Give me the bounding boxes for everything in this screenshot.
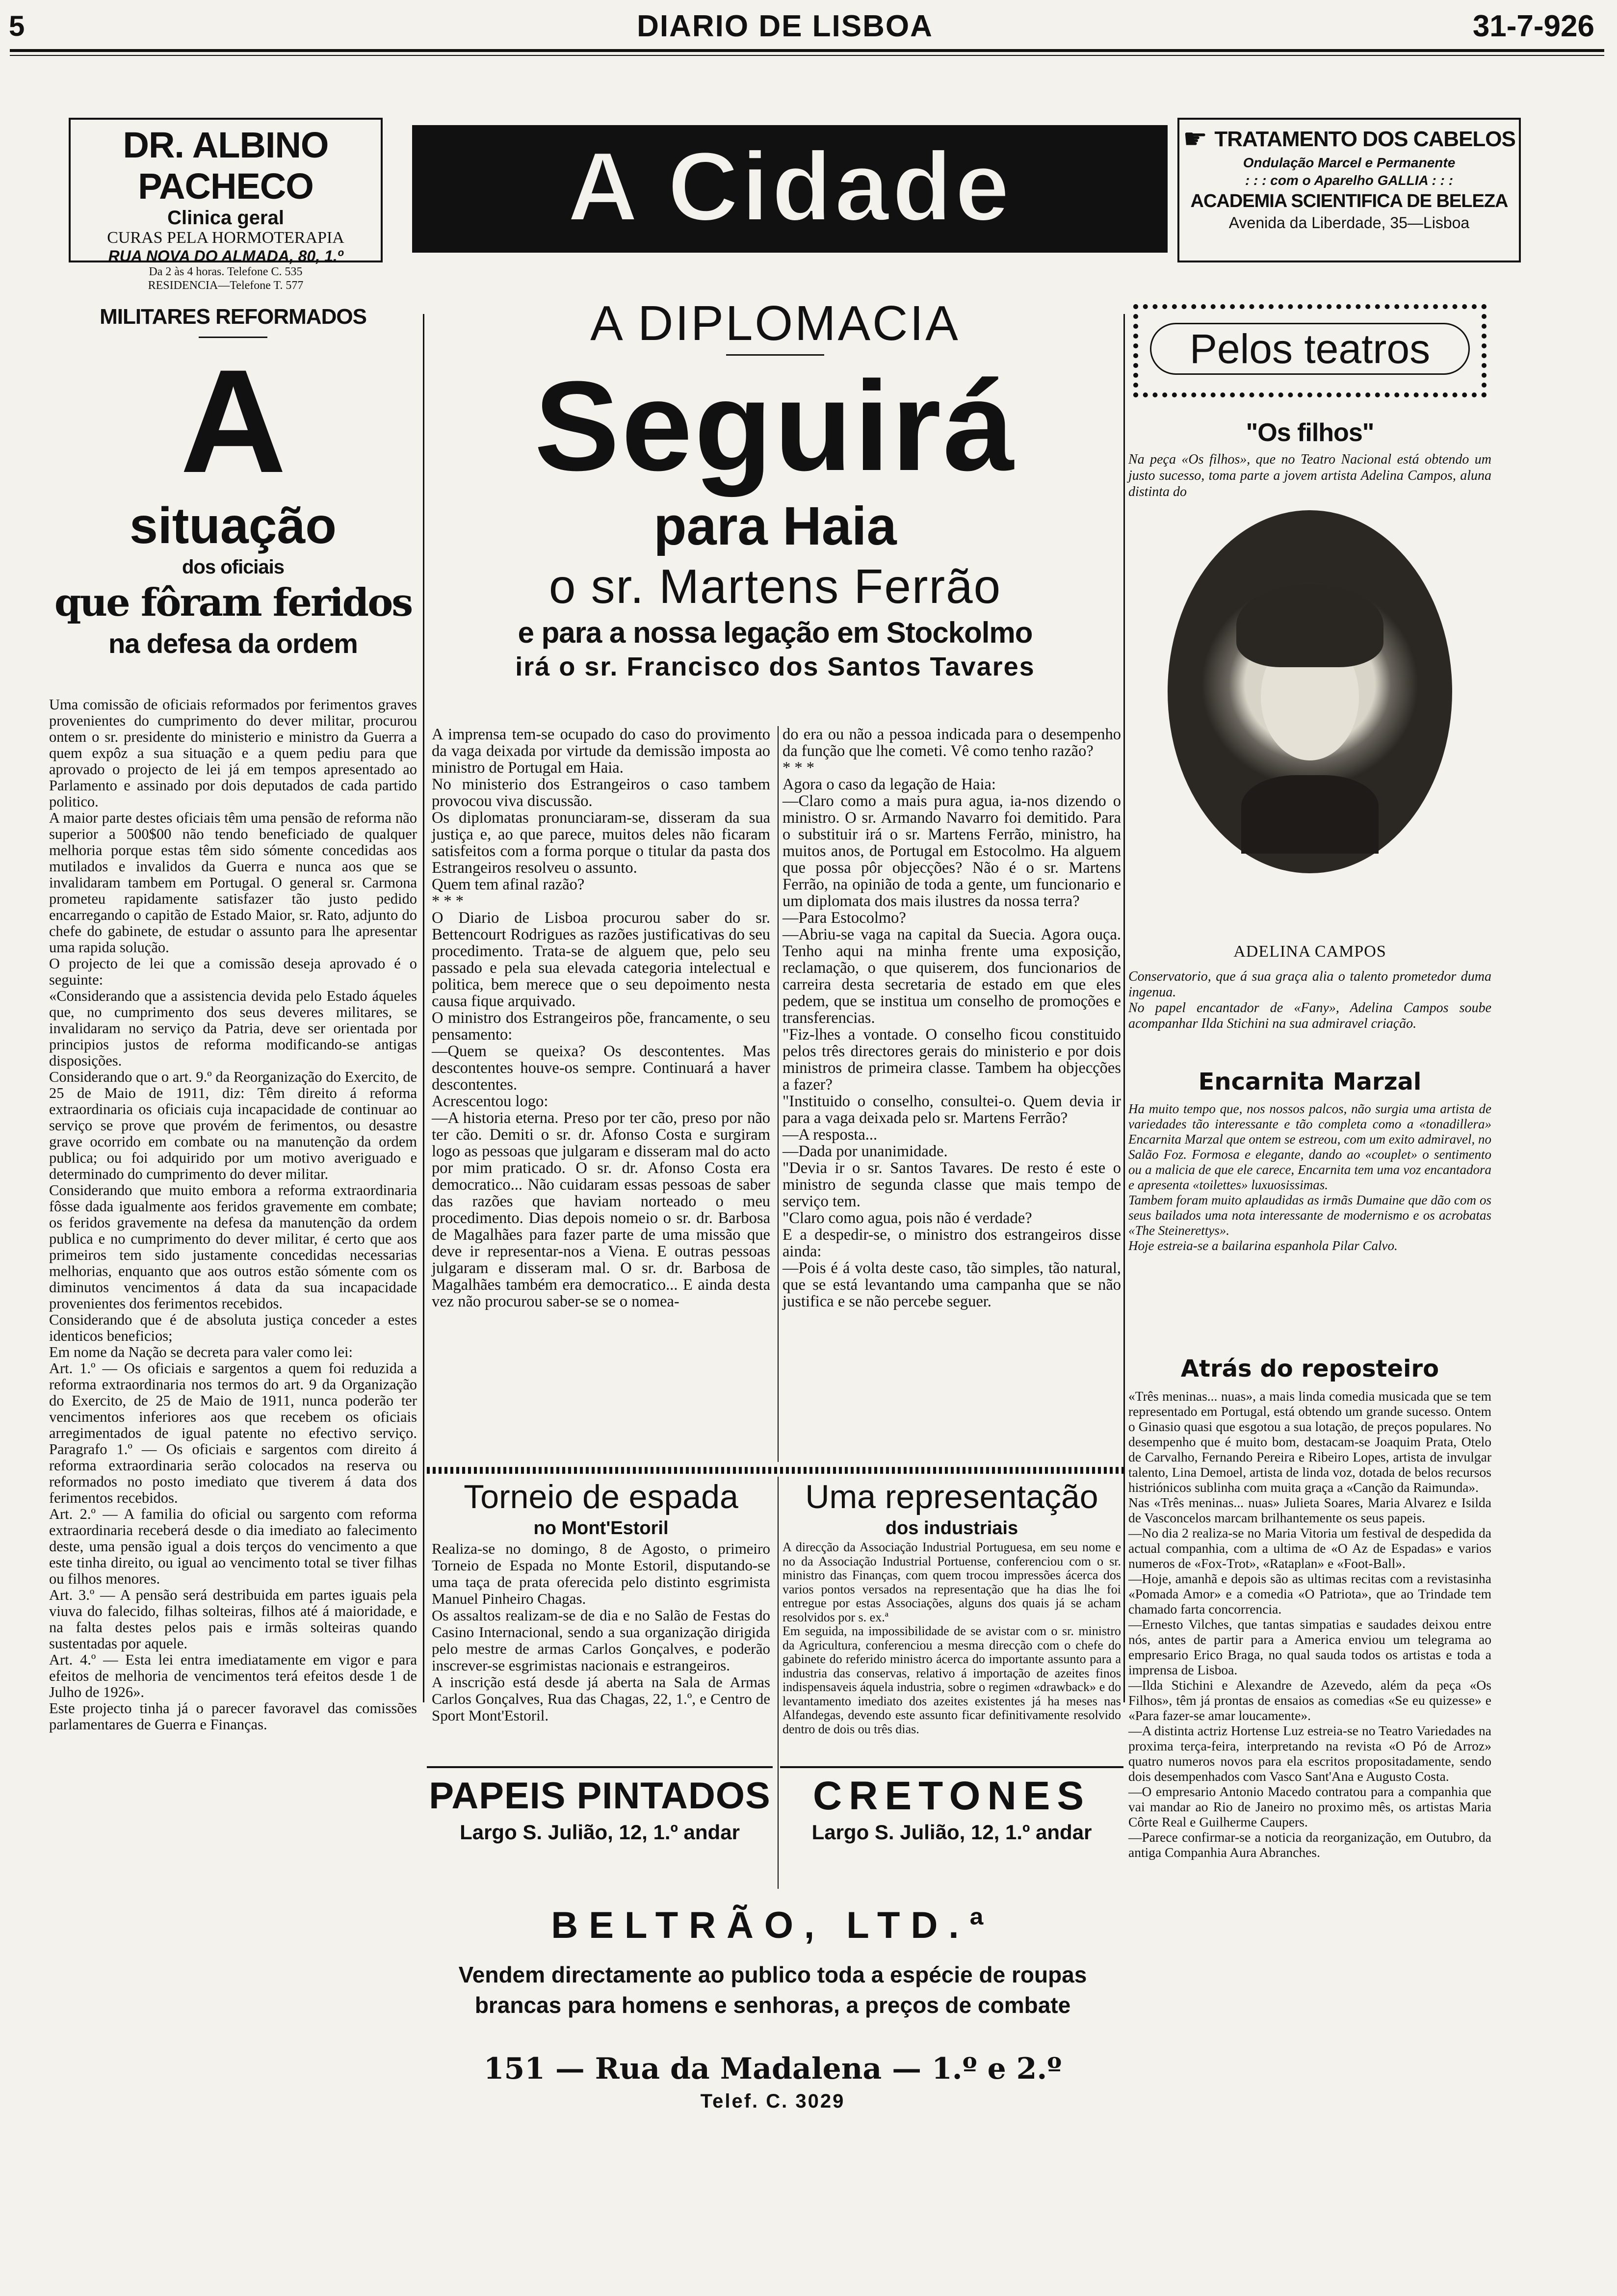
right-headline-1: "Os filhos" <box>1246 418 1374 447</box>
ad-beltrao-address: 151 — Rua da Madalena — 1.º e 2.º <box>483 2052 1062 2086</box>
ad-line: Avenida da Liberdade, 35—Lisboa <box>1228 214 1470 232</box>
ad-doctor-name: DR. ALBINO PACHECO <box>123 125 329 207</box>
right-body-3: «Três meninas... nuas», a mais linda comedia musicada que se tem representado em Portugal, está obtendo um grande sucesso. Ontem o Ginasio quasi que esgotou a sua lotação, de preços populares. No desempenho que é muito bom, destacam-se Joaquim Prata, Otelo de Carvalho, Fernando Pereira e Ribeiro Lopes, artista de invulgar talento, Lina Demoel, artista de linda voz, dotada de belos recursos histriónicos sublinha com muita graça a «Canção da Raimunda». Nas «Três meninas... nuas» Julieta Soares, Maria Alvarez e Isilda de Vasconcelos marcam brilhantemente os seus papeis. —No dia 2 realiza-se no Maria Vitoria um festival de despedida da actual companhia, com a ultima de «O Az de Espadas» e varios numeros de «Fox-Trot», «Rataplan» e «Foot-Ball». —Hoje, amanhã e depois são as ultimas recitas com a revistasinha «Pomada Amor» e a comedia «O Patriota», que ao Trindade tem chamado farta concorrencia. —Ernesto Vilches, que tantas simpatias e saudades deixou entre nós, antes de partir para a America enviou um telegrama ao empresario Erico Braga, no qual sauda todos os artistas e toda a imprensa de Lisboa. —Ilda Stichini e Alexandre de Azevedo, além da peça «Os Filhos», têm já prontas de ensaios as comedias «Se eu quizesse» e «Para fazer-se amar loucamente». —A distinta actriz Hortense Luz estreia-se no Teatro Variedades na proxima terça-feira, interpretando na revista «O Pó de Arroz» quatro numeros novos para ela escritos propositadamente, sendo dois desempenhados com Vasco Sant'Ana e Augusto Costa. —O empresario Antonio Macedo contratou para a companhia que vai mandar ao Rio de Janeiro no proximo mês, os artistas Maria Côrte Real e Guilherme Caupers. —Parece confirmar-se a noticia da reorganização, em Outubro, da antiga Companhia Aura Abranches. <box>1128 1388 1491 1860</box>
ad-line: CURAS PELA HORMOTERAPIA <box>107 229 344 247</box>
representacao-title: Uma representação <box>805 1478 1098 1515</box>
center-headline-3: o sr. Martens Ferrão <box>548 559 1002 613</box>
representacao-article <box>782 1477 1121 1539</box>
portrait-hair <box>1236 584 1383 667</box>
dotted-divider <box>427 1467 1123 1474</box>
ad-beltrao-title: BELTRÃO, LTD.ª <box>551 1905 994 1946</box>
ad-line: ACADEMIA SCIENTIFICA DE BELEZA <box>1190 191 1508 211</box>
a-cidade-text: A Cidade <box>567 132 1013 241</box>
left-article <box>49 304 417 661</box>
ad-line: Clinica geral <box>167 207 284 229</box>
torneio-article <box>432 1477 770 1539</box>
torneio-title: Torneio de espada <box>464 1478 738 1515</box>
page-number: 5 <box>9 10 25 42</box>
ad-albino-pacheco <box>69 118 383 292</box>
a-cidade-title <box>412 125 1168 253</box>
left-headline-4: na defesa da ordem <box>108 628 358 659</box>
representacao-subtitle: dos industriais <box>885 1518 1018 1539</box>
ad-line: : : : com o Aparelho GALLIA : : : <box>1245 173 1454 188</box>
column-rule <box>1123 314 1125 1702</box>
header-rule-thin <box>10 55 1604 56</box>
left-headline-3: que fôram feridos <box>54 580 412 625</box>
ad-papeis-address: Largo S. Julião, 12, 1.º andar <box>460 1821 740 1844</box>
left-headline-1: situação <box>130 497 337 554</box>
ad-tratamento-cabelos <box>1177 118 1521 262</box>
ad-beltrao-line2: brancas para homens e senhoras, a preços de combate <box>474 1992 1071 2018</box>
pelos-teatros-banner <box>1133 304 1487 397</box>
ad-line: RESIDENCIA—Telefone T. 577 <box>148 279 304 292</box>
left-headline-2: dos oficiais <box>182 556 285 578</box>
center-body-col1: A imprensa tem-se ocupado do caso do provimento da vaga deixada por virtude da demissão imposta ao ministro de Portugal em Haia. No ministerio dos Estrangeiros o caso tambem provocou viva discussão. Os diplomatas pronunciaram-se, disseram da sua justiça e, ao que parece, muitos deles não ficaram satisfeitos com a forma porque o titular da pasta dos Estrangeiros resolveu o assunto. Quem tem afinal razão? * * * O Diario de Lisboa procurou saber do sr. Bettencourt Rodrigues as razões justificativas do seu procedimento. Trata-se de alguem que, pelo seu passado e pela sua elevada categoria intelectual e politica, bem merece que o seu depoimento nesta causa fique arquivado. O ministro dos Estrangeiros põe, francamente, o seu pensamento: —Quem se queixa? Os descontentes. Mas descontentes houve-os sempre. Continuará a haver descontentes. Acrescentou logo: —A historia eterna. Preso por ter cão, preso por não ter cão. Demiti o sr. dr. Afonso Costa e surgiram logo as pessoas que julgaram e disseram mal do acto por mim praticado. O sr. dr. Afonso Costa era democratico... Não cuidaram essas pessoas de saber das razões que haviam norteado o meu procedimento. Dias depois nomeio o sr. dr. Barbosa de Magalhães para fazer parte de uma missão que deve ir representar-nos a Viena. E outras pessoas julgaram e disseram mal. O sr. dr. Barbosa de Magalhães também era democratico... E ainda desta vez não procurou saber-se se o nomea- <box>432 726 770 1310</box>
right-headline-3: Atrás do reposteiro <box>1180 1355 1439 1383</box>
representacao-body: A direcção da Associação Industrial Portuguesa, em seu nome e no da Associação Industrial Portuense, conferenciou com o sr. ministro das Finanças, com quem trocou impressões ácerca dos varios pontos versados na representação que ha dias lhe foi entregue por estas Associações, alguns dos quais já se acham resolvidos por s. ex.ª Em seguida, na impossibilidade de se avistar com o sr. ministro da Agricultura, conferenciou a mesma direcção com o chefe do gabinete do referido ministro ácerca do importante assunto para a industria das conservas, relativo á importação de azeites finos indispensaveis áquela industria, sobre o regimen «drawback» e do levantamento imediato dos azeites existentes já ha meses nas Alfandegas, devendo este assunto ficar definitivamente resolvido dentro de dois ou três dias. <box>782 1540 1121 1736</box>
column-rule <box>423 314 424 1702</box>
ad-beltrao-line1: Vendem directamente ao publico toda a espécie de roupas <box>458 1962 1087 1987</box>
center-headline-1: Seguirá <box>534 355 1016 497</box>
torneio-subtitle: no Mont'Estoril <box>533 1518 669 1539</box>
center-article-head <box>432 294 1119 682</box>
center-headline-5: irá o sr. Francisco dos Santos Tavares <box>515 652 1035 681</box>
issue-date: 31-7-926 <box>1472 9 1594 43</box>
big-letter-a: A <box>180 339 286 503</box>
center-body-col2: do era ou não a pessoa indicada para o desempenho da função que lhe cometi. Vê como tenho razão? * * * Agora o caso da legação de Haia: —Claro como a mais pura agua, ia-nos dizendo o ministro. O sr. Armando Navarro foi demitido. Para o substituir irá o sr. Martens Ferrão, ministro, ha muitos anos, de Portugal em Estocolmo. Ha alguem que possa pôr objecções? Não é o sr. Martens Ferrão, na opinião de toda a gente, um funcionario e um diplomata dos mais ilustres da nossa terra? —Para Estocolmo? —Abriu-se vaga na capital da Suecia. Agora ouça. Tenho aqui na minha frente uma exposição, reclamação, o que quiserem, dos funcionarios de carreira desta secretaria de estado em que eles pedem, que se institua um conselho de promoções e transferencias. "Fiz-lhes a vontade. O conselho ficou constituido pelos três directores gerais do ministerio e por dois ministros de primeira classe. Tambem ha objecções a fazer? "Instituido o conselho, consultei-o. Quem devia ir para a vaga deixada pelo sr. Martens Ferrão? —A resposta... —Dada por unanimidade. "Devia ir o sr. Santos Tavares. De resto é este o ministro de segunda classe que mais tempo de serviço tem. "Claro como agua, pois não é verdade? E a despedir-se, o ministro dos estrangeiros disse ainda: —Pois é á volta deste caso, tão simples, tão natural, que se está levantando uma campanha que se não justifica e se não percebe seguer. <box>782 726 1121 1310</box>
newspaper-name: DIARIO DE LISBOA <box>637 9 933 43</box>
column-rule <box>778 726 779 1462</box>
left-article-body: Uma comissão de oficiais reformados por ferimentos graves provenientes do cumprimento do dever militar, procurou ontem o sr. presidente do ministerio e ministro da Guerra a quem expôz a sua situação e a quem pediu para que aprovado o projecto de lei já em tempos apresentado ao Parlamento e assinado por dois deputados de cada partido politico. A maior parte destes oficiais têm uma pensão de reforma não superior a 500$00 não tendo beneficiado de qualquer melhoria porque estas têm sido sómente concedidas aos mutilados e invalidos da Guerra e nunca aos que se invalidaram tambem em Portugal. O general sr. Carmona prometeu rapidamente satisfazer tão justo pedido encarregando o capitão de Estado Maior, sr. Rato, adjunto do chefe do gabinete, de estudar o assunto para lhe apresentar uma rapida solução. O projecto de lei que a comissão deseja aprovado é o seguinte: «Considerando que a assistencia devida pelo Estado áqueles que, no cumprimento dos seus deveres militares, se invalidaram no serviço da Patria, deve ser orientada por principios justos de reforma modificando-se antigas disposições. Considerando que o art. 9.º da Reorganização do Exercito, de 25 de Maio de 1911, diz: Têm direito á reforma extraordinaria os oficiais cuja incapacidade de continuar ao serviço se prove que provém de ferimentos, ou desastre grave ocorrido em combate ou na manutenção da ordem publica; ou foi adquirido por um motivo averiguado e determinado do cumprimento do dever militar. Considerando que muito embora a reforma extraordinaria fôsse dada igualmente aos feridos gravemente em combate; os feridos gravemente na defesa da manutenção da ordem publica e no cumprimento do dever militar, é certo que aos primeiros tem sido justamente concedidas necessarias melhorias, enquanto que aos outros estão sómente com os diminutos vencimentos á data da sua incapacidade provenientes dos ferimentos recebidos. Considerando que é de absoluta justiça conceder a estes identicos beneficios; Em nome da Nação se decreta para valer como lei: Art. 1.º — Os oficiais e sargentos a quem foi reduzida a reforma extraordinaria nos termos do art. 9 da Organização do Exercito, de 25 de Maio de 1911, nunca poderão ter vencimentos inferiores aos que recebem os oficiais arregimentados de igual patente no efectivo serviço. Paragrafo 1.º — Os oficiais e sargentos com direito á reforma extraordinaria serão colocados na reserva ou reformados no posto imediato que tiverem á data dos ferimentos recebidos. Art. 2.º — A familia do oficial ou sargento com reforma extraordinaria receberá desde o dia imediato ao falecimento deste, uma pensão igual a dois terços do vencimento a que este tinha direito, ou igual ao vencimento total se tiver filhas ou filhos menores. Art. 3.º — A pensão será destribuida em partes iguais pela viuva do falecido, filhas solteiras, filhos até á maioridade, e na falta destes pelos pais e irmãs solteiras quando sustentadas por aquele. Art. 4.º — Esta lei entra imediatamente em vigor e para efeitos de melhoria de vencimentos terá efeitos desde 1 de Julho de 1926». Este projecto tinha já o parecer favoravel das comissões parlamentares de Guerra e Finanças. <box>49 696 417 1733</box>
center-headline-4: e para a nossa legação em Stockolmo <box>518 616 1033 649</box>
ad-cretones <box>780 1766 1123 1846</box>
center-kicker: A DIPLOMACIA <box>590 296 960 351</box>
right-after-photo: Conservatorio, que á sua graça alia o talento prometedor duma ingenua. No papel encantador de «Fany», Adelina Campos soube acompanhar Ilda Stichini na sua admiravel criação. <box>1128 969 1491 1031</box>
dot-divider <box>199 337 267 338</box>
ad-cretones-title: CRETONES <box>812 1774 1091 1818</box>
pelos-teatros-title: Pelos teatros <box>1150 323 1470 375</box>
column-rule <box>778 1477 779 1889</box>
ad-papeis-pintados <box>427 1766 773 1846</box>
ad-line: Da 2 às 4 horas. Telefone C. 535 <box>149 265 303 278</box>
ad-cabelos-title: TRATAMENTO DOS CABELOS <box>1214 127 1515 151</box>
right-body-2: Ha muito tempo que, nos nossos palcos, não surgia uma artista de variedades tão interessante e tão completa como a «tonadillera» Encarnita Marzal que ontem se estreou, com um exito admiravel, no Salão Foz. Formosa e elegante, dando ao «couplet» o sentimento ou a malicia de que ele carece, Encarnita tem uma voz encantadora e apresenta «toilettes» luxuosissimas. Tambem foram muito aplaudidas as irmãs Dumaine que dão com os seus bailados uma nota interessante de modernismo e os acrobatas «The Steinerettys». Hoje estreia-se a bailarina espanhola Pilar Calvo. <box>1128 1101 1491 1253</box>
ad-papeis-title: PAPEIS PINTADOS <box>429 1775 771 1817</box>
ad-beltrao-phone: Telef. C. 3029 <box>700 2090 845 2112</box>
ad-line: Ondulação Marcel e Permanente <box>1243 155 1456 170</box>
portrait-caption: ADELINA CAMPOS <box>1233 942 1386 961</box>
pointing-hand-icon: ☛ <box>1183 124 1208 155</box>
header-rule <box>10 49 1604 52</box>
ad-cretones-address: Largo S. Julião, 12, 1.º andar <box>811 1821 1092 1844</box>
torneio-body: Realiza-se no domingo, 8 de Agosto, o primeiro Torneio de Espada no Monte Estoril, disputando-se uma taça de prata oferecida pelo distinto esgrimista Manuel Pinheiro Chagas. Os assaltos realizam-se de dia e no Salão de Festas do Casino Internacional, sendo a sua organização dirigida pelo mestre de armas Carlos Gonçalves, e poderão inscrever-se esgrimistas nacionais e estrangeiros. A inscrição está desde já aberta na Sala de Armas Carlos Gonçalves, Rua das Chagas, 22, 1.º, e Centro de Sport Mont'Estoril. <box>432 1540 770 1724</box>
left-kicker: MILITARES REFORMADOS <box>100 305 366 329</box>
ad-beltrao <box>427 1854 1119 2296</box>
center-headline-2: para Haia <box>653 496 897 556</box>
right-headline-2: Encarnita Marzal <box>1198 1068 1422 1096</box>
portrait-photo <box>1168 510 1452 873</box>
ad-line: RUA NOVA DO ALMADA, 80, 1.º <box>108 247 343 265</box>
portrait-collar <box>1241 775 1379 854</box>
right-intro: Na peça «Os filhos», que no Teatro Nacional está obtendo um justo sucesso, toma parte a jovem artista Adelina Campos, aluna distinta do <box>1128 452 1491 499</box>
